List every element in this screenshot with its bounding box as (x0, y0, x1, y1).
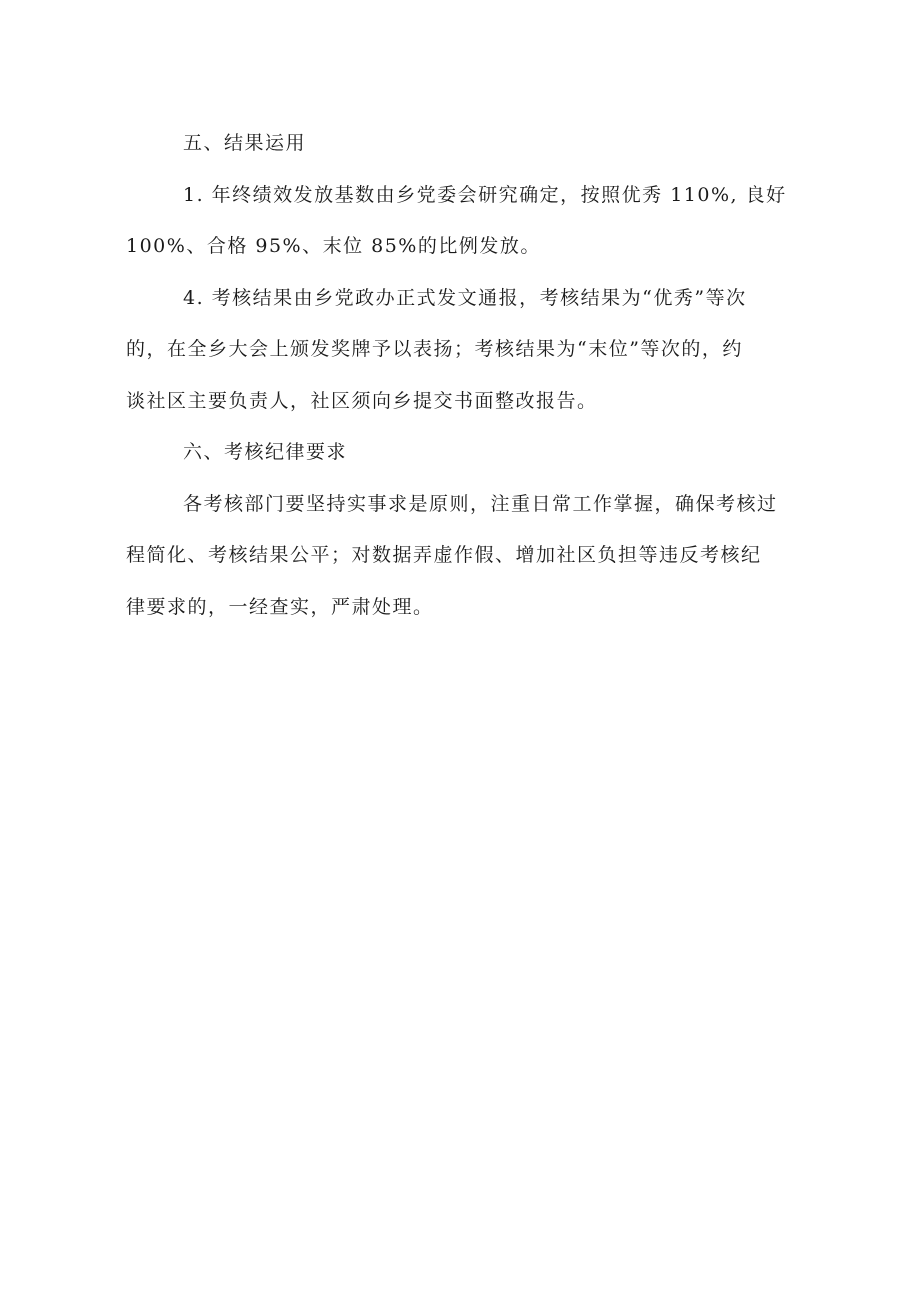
item-4-line-3: 谈社区主要负责人，社区须向乡提交书面整改报告。 (126, 389, 598, 412)
item-1-paragraph (126, 170, 802, 273)
discipline-paragraph (126, 479, 802, 634)
discipline-line-2: 程简化、考核结果公平；对数据弄虚作假、增加社区负担等违反考核纪 (126, 544, 762, 566)
item-4-line-1: 4. 考核结果由乡党政办正式发文通报，考核结果为“优秀”等次 (183, 286, 747, 309)
section-5-heading: 五、结果运用 (183, 132, 307, 154)
item-4-line-2: 的，在全乡大会上颁发奖牌予以表扬；考核结果为“末位”等次的，约 (126, 338, 743, 360)
discipline-line-1: 各考核部门要坚持实事求是原则，注重日常工作掌握，确保考核过 (183, 492, 778, 515)
item-4-paragraph (126, 273, 802, 428)
discipline-line-3: 律要求的，一经查实，严肃处理。 (126, 595, 434, 618)
item-1-line-1: 1. 年终绩效发放基数由乡党委会研究确定，按照优秀 110%, 良好 (183, 183, 787, 206)
section-6-heading: 六、考核纪律要求 (183, 441, 348, 463)
item-1-line-2: 100%、合格 95%、末位 85%的比例发放。 (126, 235, 541, 257)
document-body (126, 118, 802, 633)
